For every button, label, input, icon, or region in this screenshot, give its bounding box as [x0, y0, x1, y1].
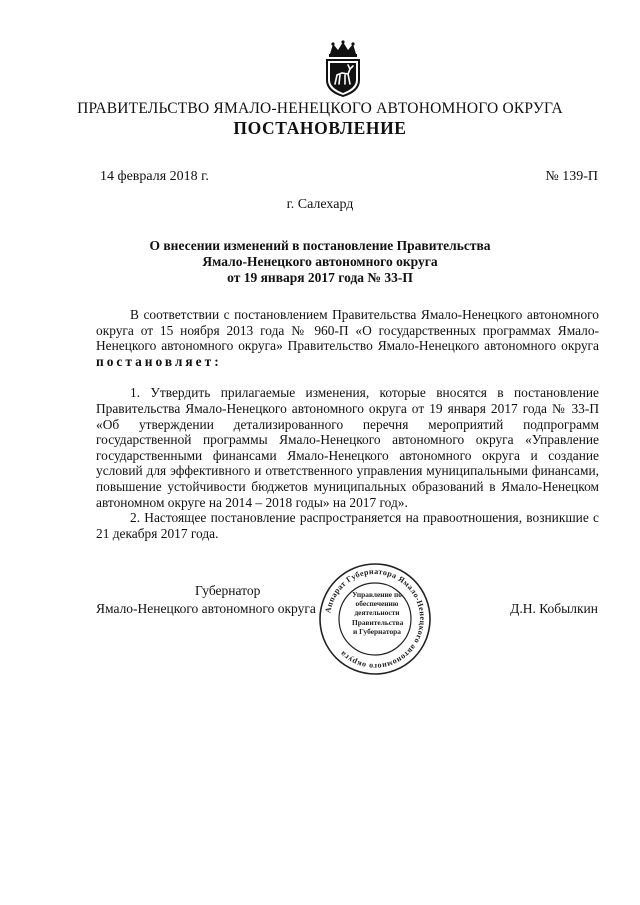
stamp-line-4: Правительства — [352, 617, 404, 627]
document-type-title: ПОСТАНОВЛЕНИЕ — [233, 118, 407, 138]
preamble-paragraph — [96, 307, 599, 369]
government-title: ПРАВИТЕЛЬСТВО ЯМАЛО-НЕНЕЦКОГО АВТОНОМНОГО ОКРУГА — [77, 100, 563, 117]
clause-2-paragraph: 2. Настоящее постановление распространяется на правоотношения, возникшие с 21 декабря 2017 года. — [96, 510, 599, 541]
decree-word: постановляет: — [96, 353, 222, 369]
document-subject — [120, 238, 520, 286]
subject-line-1: О внесении изменений в постановление Правительства — [149, 238, 491, 253]
stamp-line-1: Управление по — [352, 590, 402, 599]
clause-1-paragraph: 1. Утвердить прилагаемые изменения, которые вносятся в постановление Правительства Ямало-Ненецкого автономного округа от 19 января 2017 года № 33-П «Об утверждении детализированного перечня мероприятий подпрограмм государственной программы Ямало-Ненецкого автономного округа «Управление государственными финансами Ямало-Ненецкого автономного округа и создание условий для эффективного и ответственного управления муниципальными финансами, повышение устойчивости бюджетов муниципальных образований в Ямало-Ненецком автономном округе на 2014 – 2018 годы» на 2017 год». — [96, 385, 599, 510]
document-body — [96, 307, 599, 541]
document-date: 14 февраля 2018 г. — [100, 169, 209, 184]
document-city: г. Салехард — [286, 197, 354, 212]
signatory-name: Д.Н. Кобылкин — [510, 601, 598, 616]
subject-line-3: от 19 января 2017 года № 33-П — [227, 270, 413, 285]
stamp-inner-text — [352, 590, 402, 636]
signatory-region: Ямало-Ненецкого автономного округа — [96, 601, 316, 616]
stamp-line-5: и Губернатора — [353, 626, 401, 636]
stamp-line-3: деятельности — [354, 608, 400, 618]
preamble-text: В соответствии с постановлением Правительства Ямало-Ненецкого автономного округа от 15 ноября 2013 года № 960-П «О государственных программах Ямало-Ненецкого автономного округа» Правительство Ямало-Ненецкого автономного округа — [96, 307, 599, 354]
stamp-line-2: обеспечению — [355, 599, 399, 609]
subject-line-2: Ямало-Ненецкого автономного округа — [202, 254, 438, 269]
stamp-ring-text: Аппарат Губернатора Ямало-Ненецкого автономного округа — [323, 566, 428, 672]
coat-of-arms-icon — [322, 40, 364, 98]
document-number: № 139-П — [545, 169, 598, 184]
signatory-title: Губернатор — [195, 583, 261, 598]
